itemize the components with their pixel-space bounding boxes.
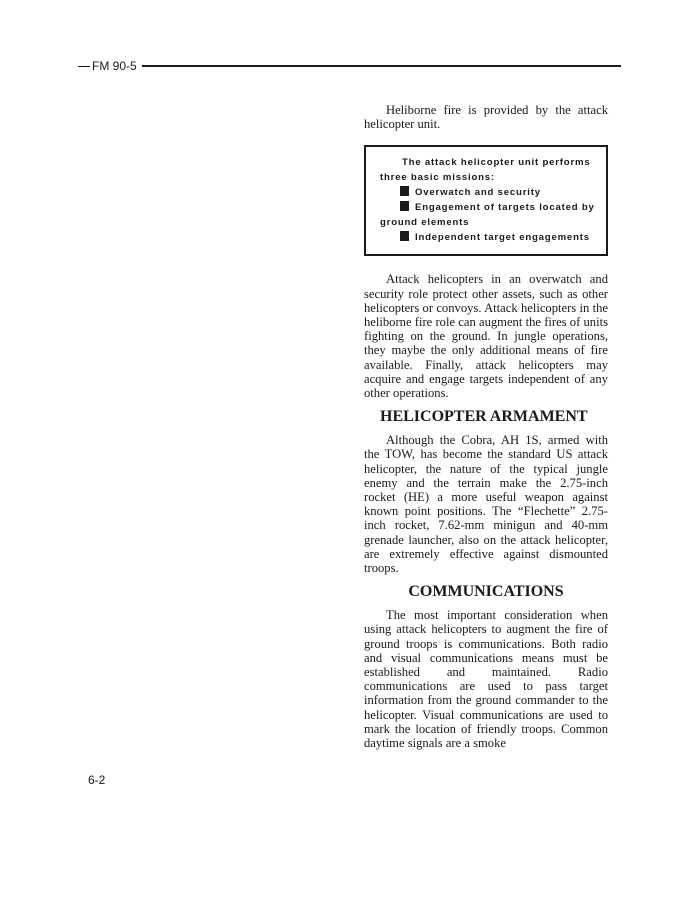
text-column	[364, 103, 608, 750]
armament-heading: HELICOPTER ARMAMENT	[380, 408, 588, 426]
missions-intro: The attack helicopter unit performs three basic missions:	[380, 157, 591, 184]
missions-box	[364, 145, 608, 256]
mission-label: Independent target engagements	[415, 232, 590, 244]
mission-item	[380, 230, 596, 245]
running-header	[78, 58, 621, 74]
square-bullet-icon	[400, 201, 409, 211]
manual-identifier: FM 90-5	[92, 59, 137, 73]
square-bullet-icon	[400, 231, 409, 241]
armament-paragraph: Although the Cobra, AH 1S, armed with the TOW, has become the standard US attack helicopter, the nature of the typical jungle enemy and the terrain make the 2.75-inch rocket (HE) a more useful weapon against known point positions. The “Flechette” 2.75-inch rocket, 7.62-mm minigun and 40-mm grenade launcher, also on the attack helicopter, are extremely effective against dismounted troops.	[364, 433, 608, 576]
mission-item	[380, 200, 596, 230]
mission-item	[380, 185, 596, 200]
square-bullet-icon	[400, 186, 409, 196]
header-rule	[142, 65, 621, 67]
header-dash	[78, 66, 90, 67]
mission-label: Engagement of targets located by ground elements	[380, 202, 595, 229]
overwatch-paragraph: Attack helicopters in an overwatch and security role protect other assets, such as other helicopters or convoys. Attack helicopters in the heliborne fire role can augment the fires of units fighting on the ground. In jungle operations, they maybe the only additional means of fire available. Finally, attack helicopters may acquire and engage targets independent of any other operations.	[364, 272, 608, 401]
intro-paragraph: Heliborne fire is provided by the attack helicopter unit.	[364, 103, 608, 132]
page-number: 6-2	[88, 773, 106, 787]
communications-paragraph: The most important consideration when using attack helicopters to augment the fire of ground troops is communications. Both radio and visual communications means must be established and maintained. Radio communications are used to pass target information from the ground commander to the helicopter. Visual communications are used to mark the location of friendly troops. Common daytime signals are a smoke	[364, 608, 608, 751]
communications-heading: COMMUNICATIONS	[408, 583, 564, 601]
mission-label: Overwatch and security	[415, 187, 541, 199]
